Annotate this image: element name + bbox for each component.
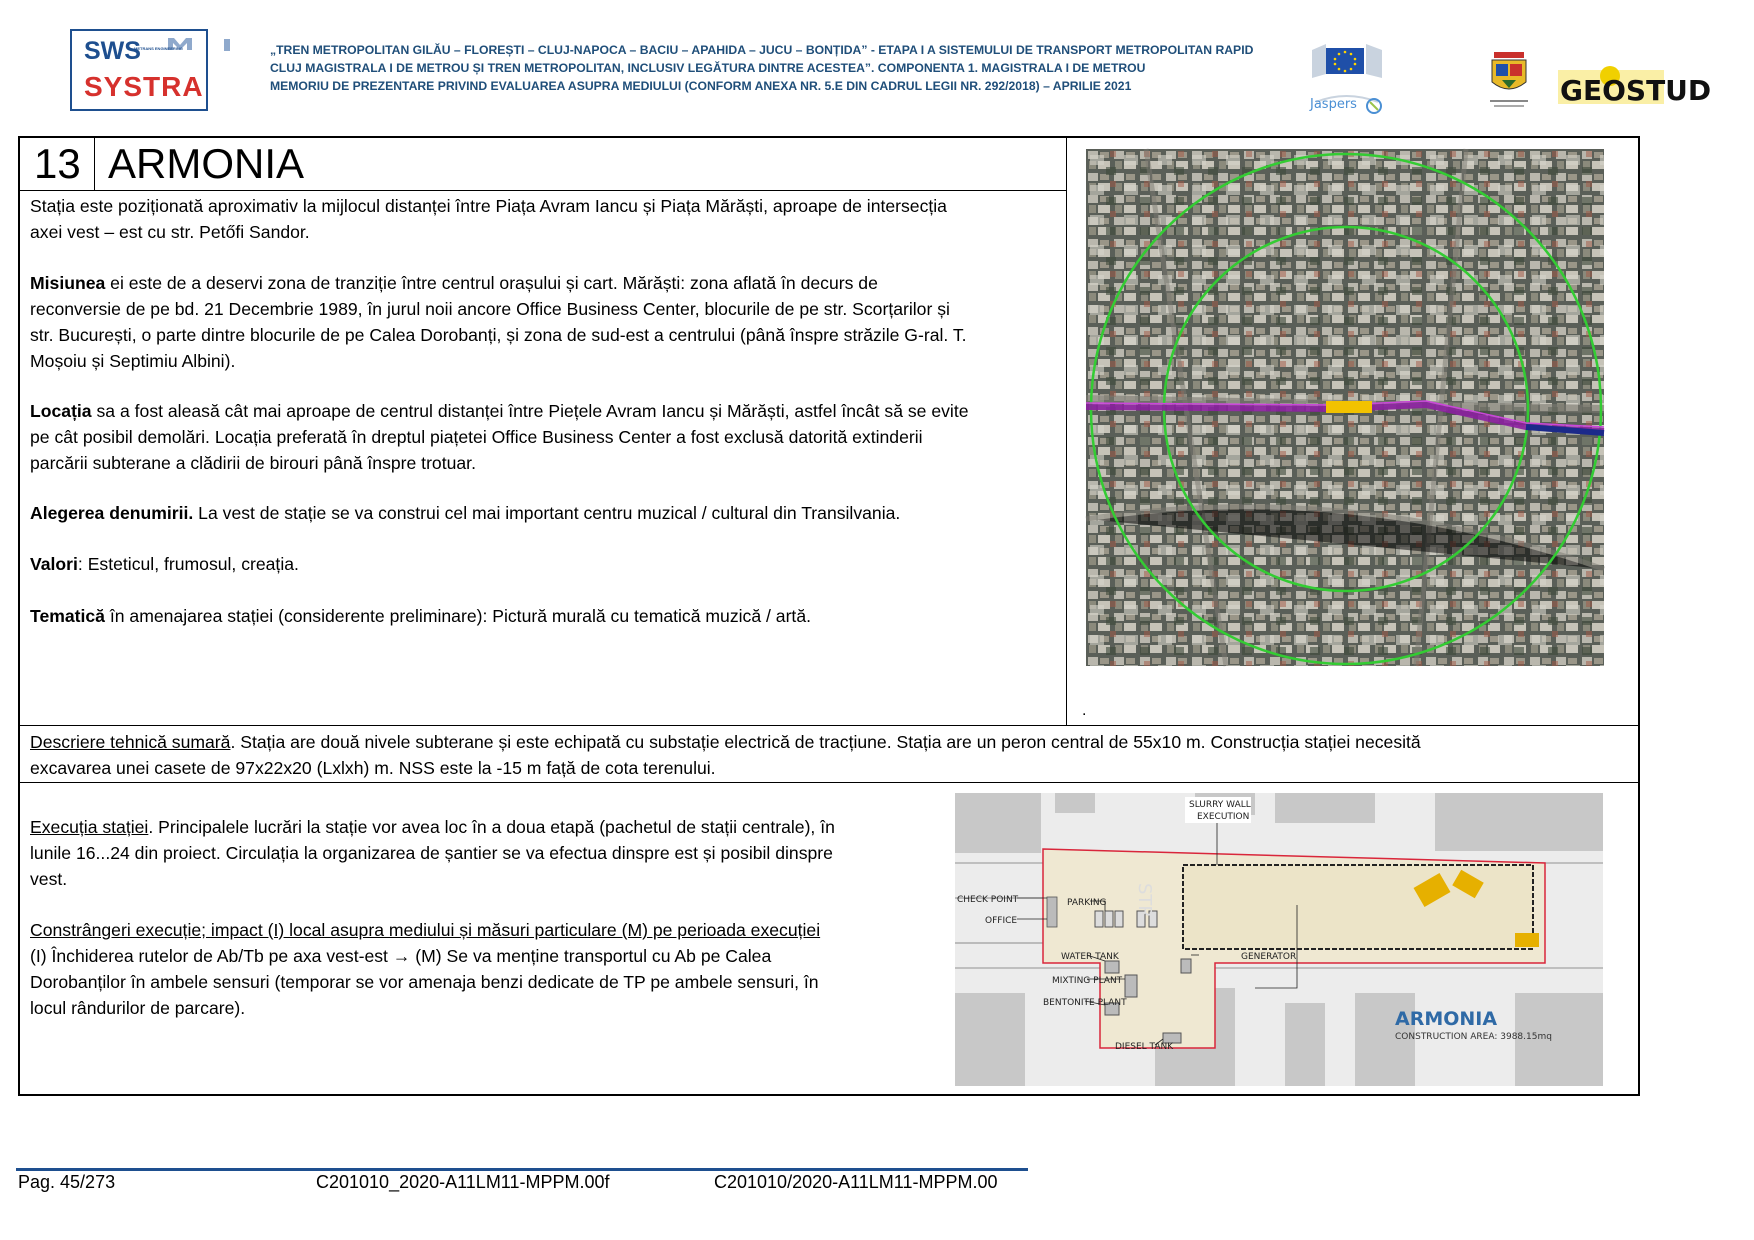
location-paragraph (30, 398, 1060, 476)
theme-paragraph (30, 603, 1060, 629)
text-line: Stația este poziționată aproximativ la mijlocul distanței între Piața Avram Iancu și Piața Mărăști, aproape de intersecția (30, 196, 947, 216)
document-code-alt: C201010/2020-A11LM11-MPPM.00 (714, 1172, 998, 1192)
technical-description (30, 729, 1630, 781)
truck-icon (1515, 933, 1539, 947)
text-line: str. București, o parte dintre blocurile de pe Calea Dorobanți, și zona de sud-est a centrului (până înspre străzile G-ral. T. (30, 325, 967, 345)
stray-dot: . (1082, 702, 1087, 719)
header-line: MEMORIU DE PREZENTARE PRIVIND EVALUAREA ASUPRA MEDIULUI (CONFORM ANEXA NR. 5.E DIN CADRUL LEGII NR. 292/2018) – APRILIE 2021 (270, 79, 1132, 93)
logo-systra-text: SYSTRA (84, 71, 204, 102)
document-header-title (270, 41, 1280, 95)
text-line: în amenajarea stației (considerente preliminare): Pictură murală cu tematică muzică / artă. (104, 606, 811, 626)
theme-label: Tematică (30, 606, 105, 626)
header-line: „TREN METROPOLITAN GILĂU – FLOREȘTI – CLUJ-NAPOCA – BACIU – APAHIDA – JUCU – BONȚIDA” - ETAPA I A SISTEMULUI DE TRANSPORT METROPOLITAN RAPID (270, 43, 1254, 57)
geostud-logo-text: GEOSTUD (1560, 74, 1712, 107)
document-code: C201010_2020-A11LM11-MPPM.00f (316, 1172, 610, 1192)
naming-paragraph (30, 500, 1060, 526)
site-plan-title: ARMONIA (1395, 1008, 1498, 1030)
cluj-county-logo (1482, 48, 1536, 114)
text-line: locul rândurilor de parcare). (30, 998, 246, 1018)
constraints-paragraph (30, 917, 950, 1021)
intro-paragraph (30, 193, 1060, 245)
text-line: pe cât posibil demolări. Locația preferată în dreptul piațetei Office Business Center a fost exclusă datorită extinderii (30, 427, 923, 447)
office-label: OFFICE (985, 916, 1018, 926)
tech-row-top-divider (18, 725, 1640, 726)
generator-label: GENERATOR (1241, 952, 1297, 962)
station-location-marker (1326, 401, 1372, 413)
logo-sws-text: SWS (84, 37, 141, 65)
text-line: ei este de a deservi zona de tranziție între centrul orașului și cart. Mărăști: zona aflată în decurs de (105, 273, 878, 293)
text-line: . Stația are două nivele subterane și este echipată cu substație electrică de tracțiune. Stația are un peron central de 55x10 m. Construcția stației necesită (230, 732, 1421, 752)
jaspers-logo-text: Jaspers (1310, 97, 1357, 112)
construction-area-label: CONSTRUCTION AREA: 3988.15mq (1395, 1032, 1552, 1042)
station-name: ARMONIA (108, 140, 305, 187)
aerial-location-map (1086, 149, 1604, 666)
text-line: axei vest – est cu str. Petőfi Sandor. (30, 222, 310, 242)
text-line: reconversie de pe bd. 21 Decembrie 1989, în jurul noii ancore Office Business Center, blocurile de pe str. Scorțarilor și (30, 299, 950, 319)
logo-sws-subtitle: METRANS ENGINEERING (134, 46, 183, 51)
mission-label: Misiunea (30, 273, 106, 293)
text-line: excavarea unei casete de 97x22x20 (Lxlxh) m. NSS este la -15 m față de cota terenului. (30, 758, 716, 778)
header-line: CLUJ MAGISTRALA I DE METROU ȘI TREN METROPOLITAN, INCLUSIV LEGĂTURA DINTRE ACESTEA”. COMPONENTA 1. MAGISTRALA I DE METROU (270, 61, 1146, 75)
text-line: lunile 16...24 din proiect. Circulația la organizarea de șantier se va efectua dinspre est și posibil dinspre (30, 843, 833, 863)
number-cell-divider (94, 136, 95, 191)
text-line: La vest de stație se va construi cel mai important centru muzical / cultural din Transilvania. (193, 503, 901, 523)
tech-row-bottom-divider (18, 782, 1640, 783)
slurry-wall-label-2: EXECUTION (1197, 812, 1250, 822)
mixing-plant-label: MIXTING PLANT (1052, 976, 1123, 986)
slurry-wall-label: SLURRY WALL (1189, 800, 1251, 810)
execution-label: Execuția stației (30, 817, 149, 837)
water-tank-label: WATER TANK (1061, 952, 1119, 962)
sws-systra-logo (70, 29, 208, 111)
values-label: Valori (30, 554, 78, 574)
values-paragraph (30, 551, 1060, 577)
tech-label: Descriere tehnică sumară (30, 732, 231, 752)
image-column-divider (1066, 136, 1067, 726)
slurry-wall-box (1183, 865, 1533, 949)
page-number: Pag. 45/273 (18, 1172, 116, 1192)
execution-paragraph (30, 814, 930, 892)
text-line: parcării subterane a clădirii de birouri până înspre trotuar. (30, 453, 476, 473)
text-line: Moșoiu și Septimiu Albini). (30, 351, 236, 371)
text-line: vest. (30, 869, 68, 889)
parking-label: PARKING (1067, 898, 1107, 908)
geostud-logo (1556, 60, 1712, 110)
mission-paragraph (30, 270, 1060, 374)
location-label: Locația (30, 401, 92, 421)
footer-rule (16, 1168, 1028, 1171)
text-line: (I) Închiderea rutelor de Ab/Tb pe axa vest-est → (M) Se va menține transportul cu Ab pe Calea (30, 946, 772, 966)
title-row-divider (18, 190, 1066, 191)
station-number: 13 (34, 140, 81, 187)
text-line: . Principalele lucrări la stație vor avea loc în a doua etapă (pachetul de stații centrale), în (148, 817, 835, 837)
text-line: Dorobanților în ambele sensuri (temporar se vor amenaja benzi dedicate de TP pe ambele sensuri, în (30, 972, 819, 992)
constraints-label: Constrângeri execuție; impact (I) local asupra mediului și măsuri particulare (M) pe perioada execuției (30, 920, 821, 940)
check-point-label: CHECK POINT (957, 895, 1019, 905)
eu-jaspers-logo (1306, 40, 1386, 122)
bentonite-plant-label: BENTONITE PLANT (1043, 998, 1127, 1008)
naming-label: Alegerea denumirii. (30, 503, 194, 523)
street-name-label: STR (1134, 883, 1155, 918)
text-line: : Esteticul, frumosul, creația. (77, 554, 299, 574)
text-line: sa a fost aleasă cât mai aproape de centrul distanței între Piețele Avram Iancu și Mărăști, astfel încât să se evite (91, 401, 969, 421)
construction-site-plan (955, 793, 1603, 1086)
diesel-tank-label: DIESEL TANK (1115, 1042, 1174, 1052)
